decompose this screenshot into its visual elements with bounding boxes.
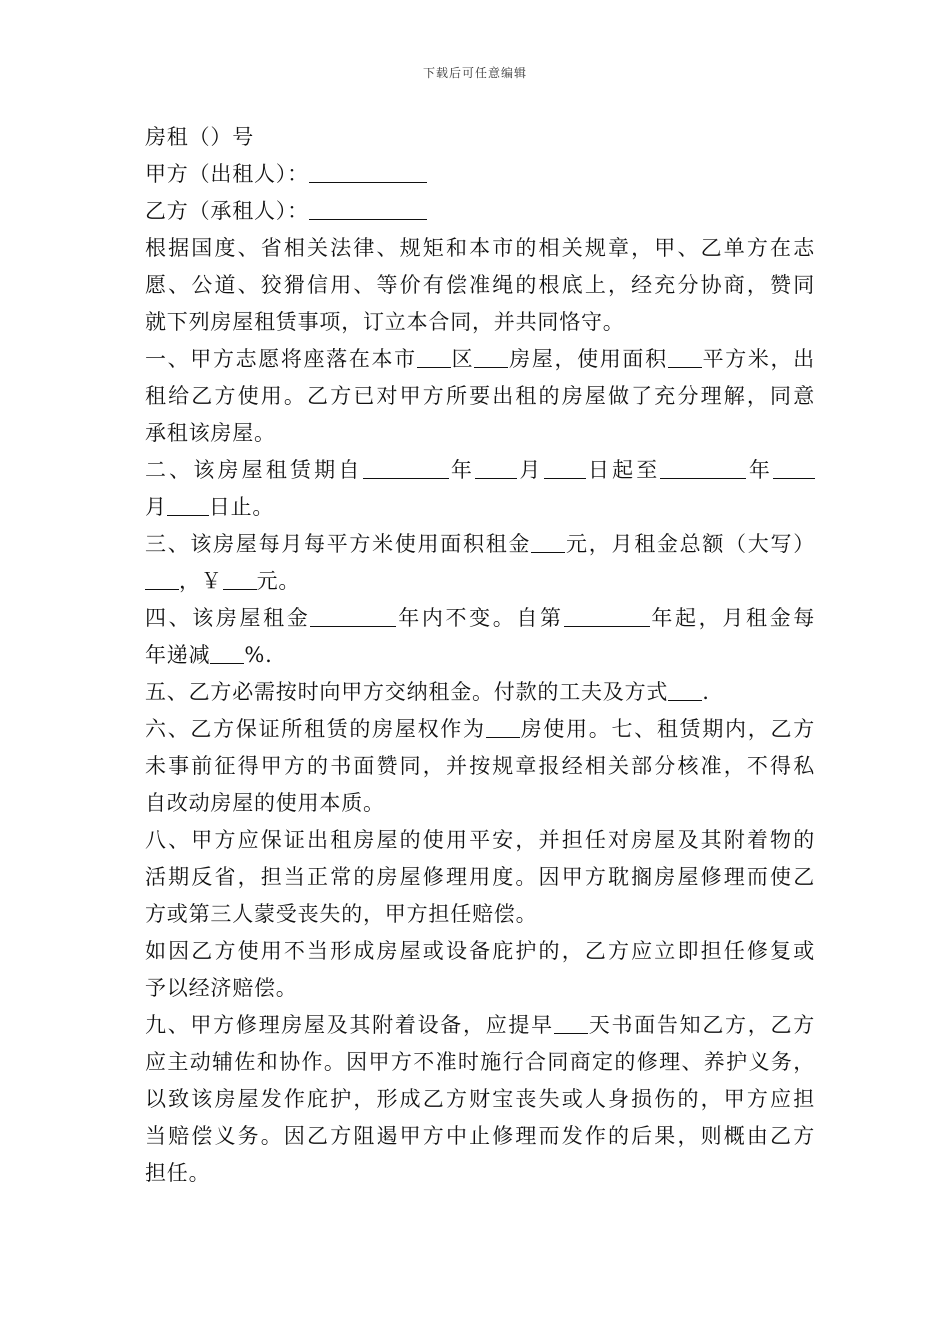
- end-day-blank[interactable]: [167, 493, 209, 516]
- clause-2-text-f: 月: [145, 495, 167, 519]
- page-header-note: 下载后可任意编辑: [422, 66, 527, 80]
- clause-9-text-a: 九、甲方修理房屋及其附着设备，应提早: [145, 1013, 554, 1037]
- clause-1-text-b: 区: [450, 347, 475, 371]
- clause-4-text-d: 年递减: [145, 643, 211, 667]
- start-month-blank[interactable]: [475, 456, 517, 479]
- clause-8-line-3: 方或第三人蒙受丧失的，甲方担任赔偿。: [145, 902, 538, 926]
- clause-2-line-1: [145, 452, 815, 489]
- usage-blank[interactable]: [486, 715, 520, 738]
- clause-4-line-2: [145, 637, 815, 674]
- clause-8-extra-line-2: 予以经济赔偿。: [145, 976, 298, 1000]
- rent-uppercase-blank[interactable]: [145, 567, 179, 590]
- clause-8-line-2: 活期反省，担当正常的房屋修理用度。因甲方耽搁房屋修理而使乙: [145, 865, 815, 889]
- clause-4-line-1: [145, 600, 815, 637]
- party-a-label: 甲方（出租人）：: [145, 162, 309, 186]
- clause-2-text-g: 日止。: [208, 495, 275, 519]
- preamble-line-1: 根据国度、省相关法律、规矩和本市的相关规章，甲、乙单方在志: [145, 236, 815, 260]
- clause-9-line-4: 当赔偿义务。因乙方阻遏甲方中止修理而发作的后果，则概由乙方: [145, 1124, 815, 1148]
- notice-days-blank[interactable]: [554, 1011, 588, 1034]
- start-year-blank[interactable]: [363, 456, 449, 479]
- clause-3-line-2: [145, 563, 815, 600]
- clause-2-text-b: 年: [448, 458, 476, 482]
- start-day-blank[interactable]: [544, 456, 586, 479]
- clause-4-text-c: 年起，月租金每: [649, 606, 815, 630]
- clause-2-text-d: 日起至: [585, 458, 661, 482]
- preamble-line-3: 就下列房屋租赁事项，订立本合同，并共同恪守。: [145, 310, 625, 334]
- contract-number-line: [145, 119, 815, 156]
- clause-9-text-b: 天书面告知乙方，乙方: [587, 1013, 815, 1037]
- clause-3-text-d: 元。: [256, 569, 301, 593]
- clause-1-text-c: 房屋，使用面积: [508, 347, 668, 371]
- clause-1-line-2: 租给乙方使用。乙方已对甲方所要出租的房屋做了充分理解，同意: [145, 384, 815, 408]
- clause-9-line-5: 担任。: [145, 1161, 211, 1185]
- clause-8-line-1: 八、甲方应保证出租房屋的使用平安，并担任对房屋及其附着物的: [145, 828, 815, 852]
- clause-5-text-a: 五、乙方必需按时向甲方交纳租金。付款的工夫及方式: [145, 680, 669, 704]
- area-blank[interactable]: [668, 345, 702, 368]
- clause-1-text-a: 一、甲方志愿将座落在本市: [145, 347, 417, 371]
- clause-2-line-2: [145, 489, 815, 526]
- payment-method-blank[interactable]: [668, 678, 702, 701]
- clause-1-line-1: [145, 341, 815, 378]
- clause-3-line-1: [145, 526, 815, 563]
- clause-5-text-b: .: [702, 680, 710, 704]
- contract-number-label: 房租（）号: [145, 125, 254, 149]
- clause-6-line-3: 自改动房屋的使用本质。: [145, 791, 385, 815]
- clause-9-line-2: 应主动辅佐和协作。因甲方不准时施行合同商定的修理、养护义务，: [145, 1050, 815, 1074]
- clause-1-text-d: 平方米，出: [701, 347, 815, 371]
- party-b-label: 乙方（承租人）：: [145, 199, 309, 223]
- contract-body: [145, 119, 815, 1192]
- clause-4-text-a: 四、该房屋租金: [145, 606, 311, 630]
- district-blank[interactable]: [417, 345, 451, 368]
- clause-6-text-b: 房使用。七、租赁期内，乙方: [519, 717, 816, 741]
- clause-3-text-c: ，￥: [179, 569, 223, 593]
- clause-2-text-e: 年: [746, 458, 774, 482]
- rent-amount-blank[interactable]: [223, 567, 257, 590]
- clause-6-line-2: 未事前征得甲方的书面赞同，并按规章报经相关部分核准，不得私: [145, 754, 815, 778]
- clause-2-text-c: 月: [517, 458, 544, 482]
- clause-2-text-a: 二、该房屋租赁期自: [145, 458, 363, 482]
- rent-per-sqm-blank[interactable]: [531, 530, 565, 553]
- party-b-blank[interactable]: [309, 197, 427, 220]
- clause-3-text-b: 元，月租金总额（大写）: [565, 532, 815, 556]
- decrease-percent-blank[interactable]: [210, 641, 244, 664]
- clause-5-line-1: [145, 674, 815, 711]
- party-a-blank[interactable]: [309, 160, 427, 183]
- end-month-blank[interactable]: [773, 456, 815, 479]
- house-blank[interactable]: [474, 345, 508, 368]
- preamble-line-2: 愿、公道、狡猾信用、等价有偿准绳的根底上，经充分协商，赞同: [145, 273, 815, 297]
- fixed-years-blank[interactable]: [310, 604, 396, 627]
- end-year-blank[interactable]: [660, 456, 746, 479]
- clause-3-text-a: 三、该房屋每月每平方米使用面积租金: [145, 532, 532, 556]
- clause-4-text-b: 年内不变。自第: [396, 606, 564, 630]
- clause-9-line-1: [145, 1007, 815, 1044]
- clause-4-text-e: %.: [244, 643, 273, 667]
- clause-9-line-3: 以致该房屋发作庇护，形成乙方财宝丧失或人身损伤的，甲方应担: [145, 1087, 815, 1111]
- clause-1-line-3: 承租该房屋。: [145, 421, 276, 445]
- party-a-line: [145, 156, 815, 193]
- clause-6-text-a: 六、乙方保证所租赁的房屋权作为: [145, 717, 486, 741]
- party-b-line: [145, 193, 815, 230]
- clause-6-line-1: [145, 711, 815, 748]
- start-decrease-year-blank[interactable]: [564, 604, 650, 627]
- clause-8-extra-line-1: 如因乙方使用不当形成房屋或设备庇护的，乙方应立即担任修复或: [145, 939, 815, 963]
